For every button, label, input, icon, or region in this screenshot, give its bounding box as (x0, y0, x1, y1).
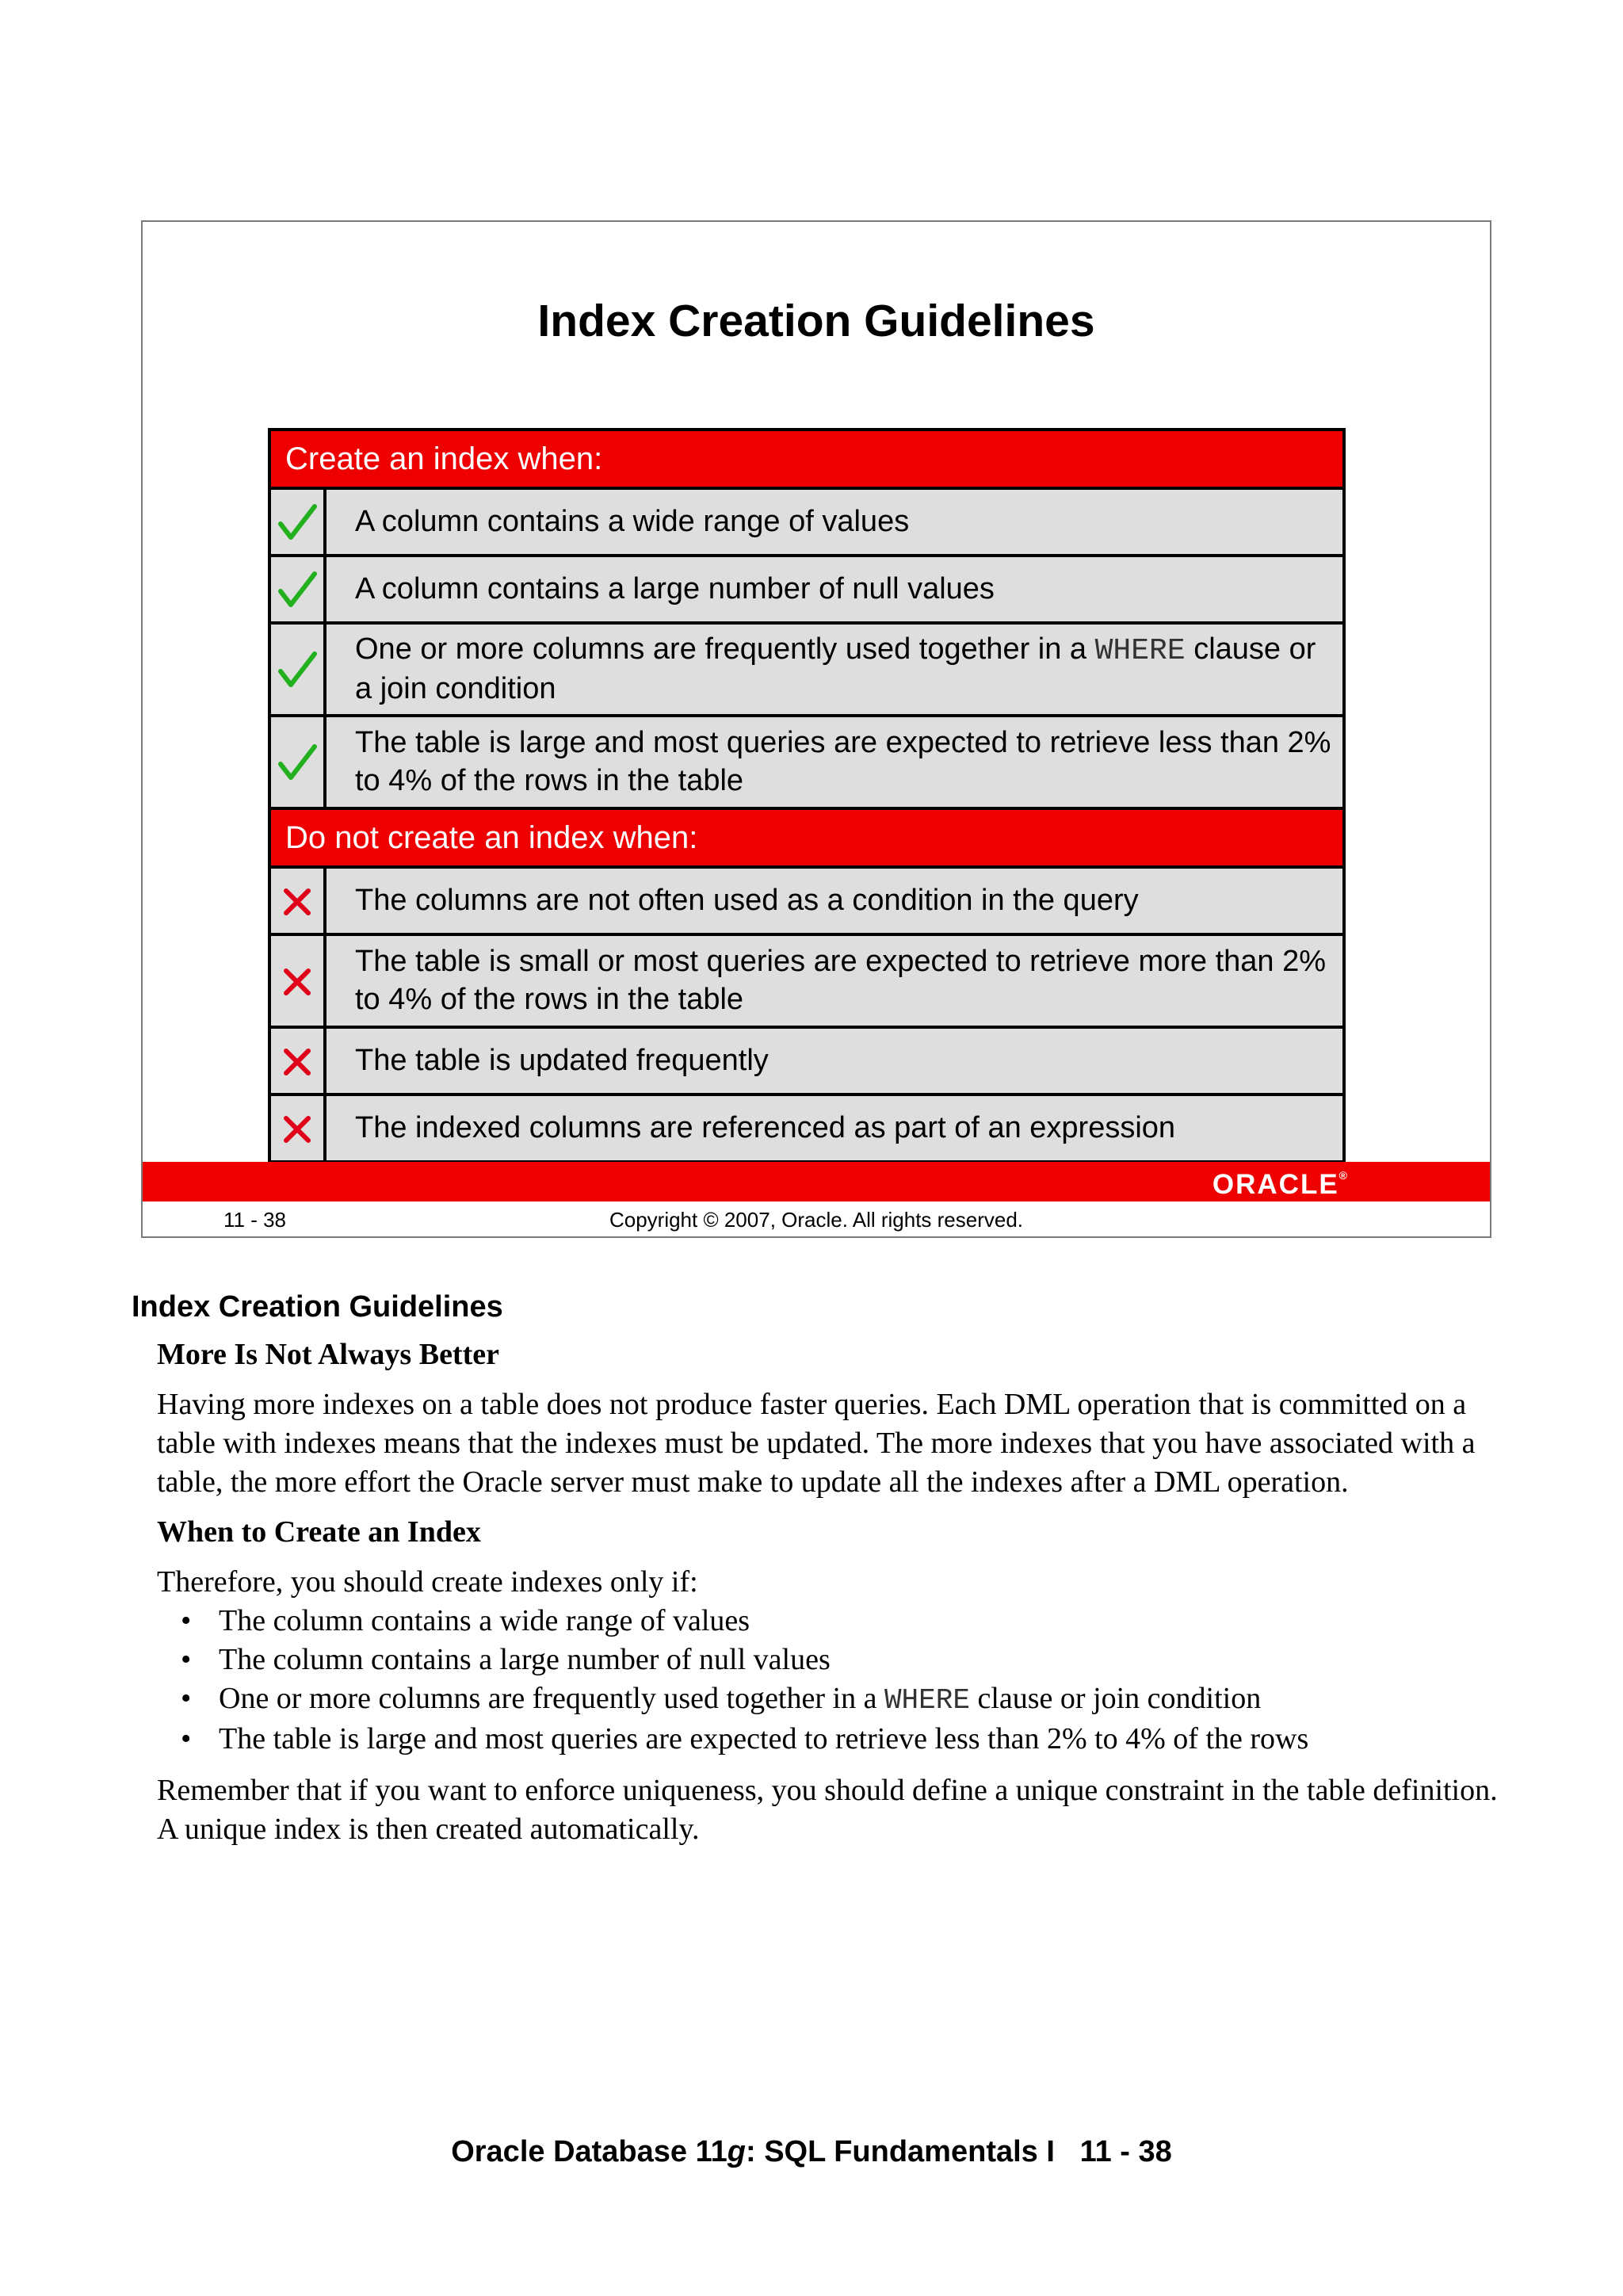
create-header-row (269, 430, 1344, 488)
where-code: WHERE (1094, 634, 1186, 668)
section-title-when: When to Create an Index (157, 1515, 481, 1549)
table-row (269, 1095, 1344, 1162)
list-item: • The column contains a wide range of values (181, 1604, 750, 1637)
row-text: One or more columns are frequently used together in a WHERE clause or a join condition (325, 623, 1344, 716)
paragraph-closing: Remember that if you want to enforce uniqueness, you should define a unique constraint in the table definition. A unique index is then created automatically. (157, 1774, 1498, 1846)
where-code: WHERE (884, 1684, 970, 1717)
oracle-logo: ORACLE® (1212, 1169, 1347, 1200)
slide (141, 220, 1491, 1238)
list-item: • The column contains a large number of null values (181, 1643, 831, 1676)
criteria-list (157, 1602, 1504, 1759)
table-row (269, 623, 1344, 716)
table-row (269, 934, 1344, 1027)
list-item: • One or more columns are frequently used together in a WHERE clause or join condition (181, 1682, 1262, 1717)
donot-header: Do not create an index when: (269, 808, 1344, 867)
copyright: Copyright © 2007, Oracle. All rights reserved. (609, 1208, 1024, 1232)
slide-title: Index Creation Guidelines (537, 296, 1095, 346)
check-icon (277, 502, 318, 543)
cross-icon (281, 966, 313, 998)
check-icon (277, 569, 318, 610)
table-row (269, 716, 1344, 808)
paragraph-more: Having more indexes on a table does not produce faster queries. Each DML operation that is committed on a table with indexes means that the indexes must be updated. The more indexes that you have associated with a table, the more effort the Oracle server must make to update all the indexes after a DML operation. (157, 1388, 1476, 1499)
list-item: • The table is large and most queries are expected to retrieve less than 2% to 4% of the rows (181, 1722, 1309, 1755)
cross-icon (281, 886, 313, 918)
cross-icon (281, 1046, 313, 1078)
table-row (269, 1027, 1344, 1095)
slide-footer-band (143, 1162, 1490, 1201)
table-row (269, 488, 1344, 556)
slide-number: 11 - 38 (223, 1208, 287, 1232)
row-text: A column contains a large number of null values (325, 556, 1344, 623)
section-title-more: More Is Not Always Better (157, 1338, 499, 1371)
cross-icon (281, 1114, 313, 1145)
donot-header-row (269, 808, 1344, 867)
table-row (269, 867, 1344, 934)
notes-body (157, 1335, 1504, 1860)
row-text: The table is updated frequently (325, 1027, 1344, 1095)
guidelines-table (268, 428, 1346, 1163)
row-text: The indexed columns are referenced as part of an expression (325, 1095, 1344, 1162)
notes-heading: Index Creation Guidelines (132, 1290, 503, 1324)
row-text: The table is small or most queries are expected to retrieve more than 2% to 4% of the rows in the table (325, 934, 1344, 1027)
row-text: A column contains a wide range of values (325, 488, 1344, 556)
row-text: The table is large and most queries are expected to retrieve less than 2% to 4% of the rows in the table (325, 716, 1344, 808)
page-footer: Oracle Database 11g: SQL Fundamentals I 11 - 38 (451, 2135, 1172, 2168)
create-header: Create an index when: (269, 430, 1344, 488)
row-text: The columns are not often used as a condition in the query (325, 867, 1344, 934)
table-row (269, 556, 1344, 623)
check-icon (277, 649, 318, 690)
check-icon (277, 742, 318, 783)
paragraph-intro: Therefore, you should create indexes only if: (157, 1565, 698, 1599)
